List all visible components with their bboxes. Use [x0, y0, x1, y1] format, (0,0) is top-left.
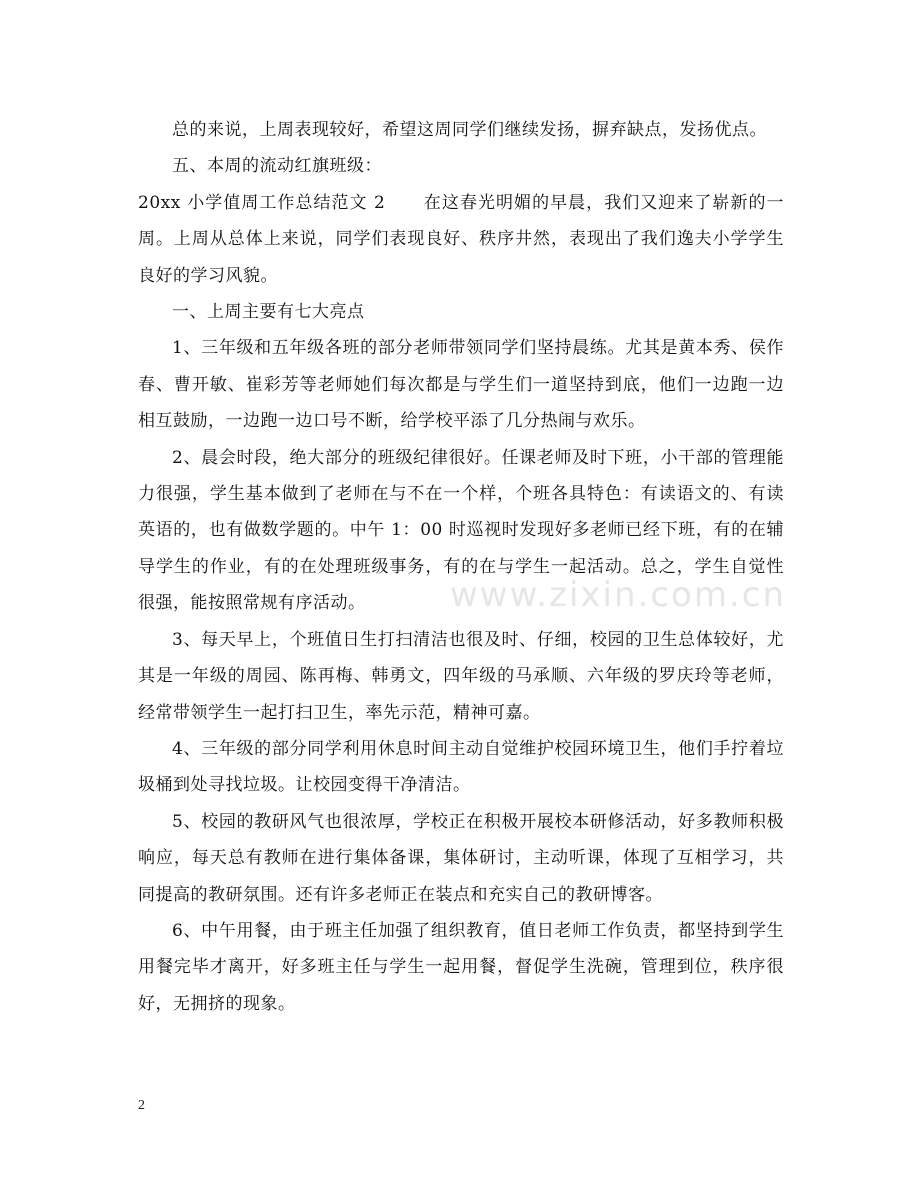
paragraph-red-flag-heading: 五、本周的流动红旗班级：: [172, 156, 382, 177]
document-body: [138, 112, 784, 1022]
paragraph-highlight-2: 2、晨会时段，绝大部分的班级纪律很好。任课老师及时下班，小干部的管理能力很强，学生基本做到了老师在与不在一个样，个班各具特色：有读语文的、有读英语的，也有做数学题的。中午 1：00 时巡视时发现好多老师已经下班，有的在辅导学生的作业，有的在处理班级事务，有的在与学生一起活动。总之，学生自觉性很强，能按照常规有序活动。: [138, 447, 784, 614]
paragraph-article-2-intro: [138, 185, 784, 294]
paragraph-highlight-1: 1、三年级和五年级各班的部分老师带领同学们坚持晨练。尤其是黄本秀、侯作春、曹开敏、崔彩芳等老师她们每次都是与学生们一道坚持到底，他们一边跑一边相互鼓励，一边跑一边口号不断，给学校平添了几分热闹与欢乐。: [138, 338, 784, 432]
paragraph-highlight-3: 3、每天早上，个班值日生打扫清洁也很及时、仔细，校园的卫生总体较好，尤其是一年级的周园、陈再梅、韩勇文，四年级的马承顺、六年级的罗庆玲等老师，经常带领学生一起打扫卫生，率先示范，精神可嘉。: [138, 629, 784, 723]
section-heading-highlights: 一、上周主要有七大亮点: [172, 302, 365, 323]
paragraph-highlight-5: 5、校园的教研风气也很浓厚，学校正在积极开展校本研修活动，好多教师积极响应，每天总有教师在进行集体备课，集体研讨，主动听课，体现了互相学习，共同提高的教研氛围。还有许多老师正在装点和充实自己的教研博客。: [138, 811, 784, 905]
page-number: 2: [138, 1098, 145, 1113]
paragraph-highlight-6: 6、中午用餐，由于班主任加强了组织教育，值日老师工作负责，都坚持到学生用餐完毕才离开，好多班主任与学生一起用餐，督促学生洗碗，管理到位，秩序很好，无拥挤的现象。: [138, 920, 784, 1014]
paragraph-summary: 总的来说，上周表现较好，希望这周同学们继续发扬，摒弃缺点，发扬优点。: [172, 120, 767, 140]
paragraph-highlight-4: 4、三年级的部分同学利用休息时间主动自觉维护校园环境卫生，他们手拧着垃圾桶到处寻找垃圾。让校园变得干净清洁。: [138, 738, 784, 796]
watermark: www.zixin.com.cn: [450, 575, 786, 615]
article-intro-text: 在这春光明媚的早晨，我们又迎来了崭新的一周。上周从总体上来说，同学们表现良好、秩序井然，表现出了我们逸夫小学学生良好的学习风貌。: [138, 192, 785, 286]
article-title: 20xx 小学值周工作总结范文 2: [138, 192, 386, 213]
